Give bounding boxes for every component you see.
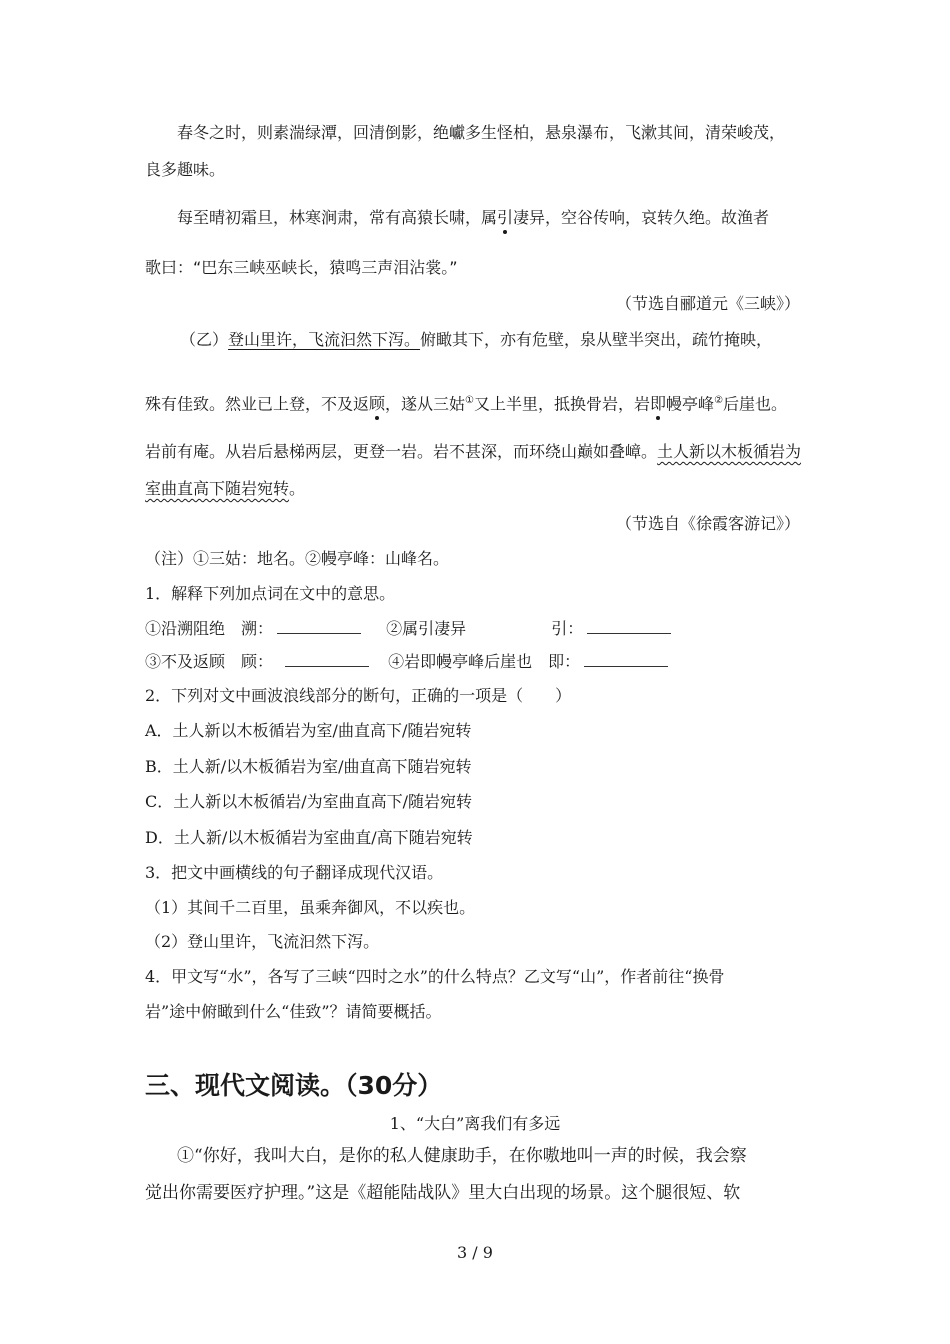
answer-blank-ji[interactable] <box>584 652 668 667</box>
underlined-sentence: 登山里许，飞流汩然下泻。 <box>228 330 421 349</box>
question-3-item-2: （2）登山里许，飞流汩然下泻。 <box>145 932 380 951</box>
dotted-word-gu: 顾 <box>369 394 386 414</box>
dotted-word-ji: 即 <box>650 394 667 414</box>
question-1-row2: ③不及返顾 顾： ④岩即幔亭峰后崖也 即： <box>145 652 672 672</box>
section-heading: 三、现代文阅读。（30分） <box>145 1071 443 1100</box>
question-3-item-1: （1）其间千二百里，虽乘奔御风，不以疾也。 <box>145 898 476 917</box>
wavy-underline-part1: 土人新以木板循岩为 <box>657 442 802 461</box>
page-number: 3 / 9 <box>457 1243 493 1262</box>
passage-b-line2: 殊有佳致。然业已上登，不及返顾，遂从三姑①又上半里，抵换骨岩，岩即幔亭峰②后崖也。 <box>145 394 788 414</box>
article-p1-line1: ①“你好，我叫大白，是你的私人健康助手，在你嗷地叫一声的时候，我会察 <box>177 1146 747 1166</box>
passage-b-source: （节选自《徐霞客游记》） <box>615 514 800 533</box>
question-4-line2: 岩”途中俯瞰到什么“佳致”？请简要概括。 <box>145 1002 442 1021</box>
question-2-option-d[interactable]: D．土人新/以木板循岩为室曲直/高下随岩宛转 <box>145 828 473 847</box>
annotation-note: （注）①三姑：地名。②幔亭峰：山峰名。 <box>145 549 450 568</box>
answer-blank-su[interactable] <box>277 619 361 634</box>
wavy-underline-part2: 室曲直高下随岩宛转 <box>145 479 290 498</box>
answer-blank-yin[interactable] <box>587 619 671 634</box>
question-2-option-a[interactable]: A．土人新以木板循岩为室/曲直高下/随岩宛转 <box>145 721 472 740</box>
question-3: 3．把文中画横线的句子翻译成现代汉语。 <box>145 863 444 882</box>
passage-a-source: （节选自郦道元《三峡》） <box>615 294 800 313</box>
passage-b-line1: （乙）登山里许，飞流汩然下泻。俯瞰其下，亦有危壁，泉从壁半突出，疏竹掩映， <box>180 330 773 349</box>
passage-b-line3: 岩前有庵。从岩后悬梯两层，更登一岩。岩不甚深，而环绕山巅如叠嶂。土人新以木板循岩为 <box>145 442 802 461</box>
passage-a-p1-line2: 良多趣味。 <box>145 160 226 179</box>
passage-a-p2-line2: 歌曰：“巴东三峡巫峡长，猿鸣三声泪沾裳。” <box>145 258 458 277</box>
passage-b-line4: 室曲直高下随岩宛转。 <box>145 479 306 498</box>
article-title: 1、“大白”离我们有多远 <box>389 1114 561 1133</box>
question-1-row1: ①沿溯阻绝 溯： ②属引凄异 引： <box>145 619 675 639</box>
answer-blank-gu[interactable] <box>285 652 369 667</box>
question-1: 1．解释下列加点词在文中的意思。 <box>145 584 396 603</box>
passage-a-p1-line1: 春冬之时，则素湍绿潭，回清倒影，绝巘多生怪柏，悬泉瀑布，飞漱其间，清荣峻茂， <box>177 123 786 142</box>
question-2: 2．下列对文中画波浪线部分的断句，正确的一项是（ ） <box>145 686 572 705</box>
question-4-line1: 4．甲文写“水”，各写了三峡“四时之水”的什么特点？乙文写“山”，作者前往“换骨 <box>145 967 725 986</box>
question-2-option-b[interactable]: B．土人新/以木板循岩为室/曲直高下随岩宛转 <box>145 757 472 776</box>
passage-a-p2-line1: 每至晴初霜旦，林寒涧肃，常有高猿长啸，属引凄异，空谷传响，哀转久绝。故渔者 <box>177 208 770 227</box>
article-p1-line2: 觉出你需要医疗护理。”这是《超能陆战队》里大白出现的场景。这个腿很短、软 <box>145 1183 741 1203</box>
dotted-word-yin: 引 <box>497 208 514 227</box>
question-2-option-c[interactable]: C．土人新以木板循岩/为室曲直高下/随岩宛转 <box>145 792 473 811</box>
